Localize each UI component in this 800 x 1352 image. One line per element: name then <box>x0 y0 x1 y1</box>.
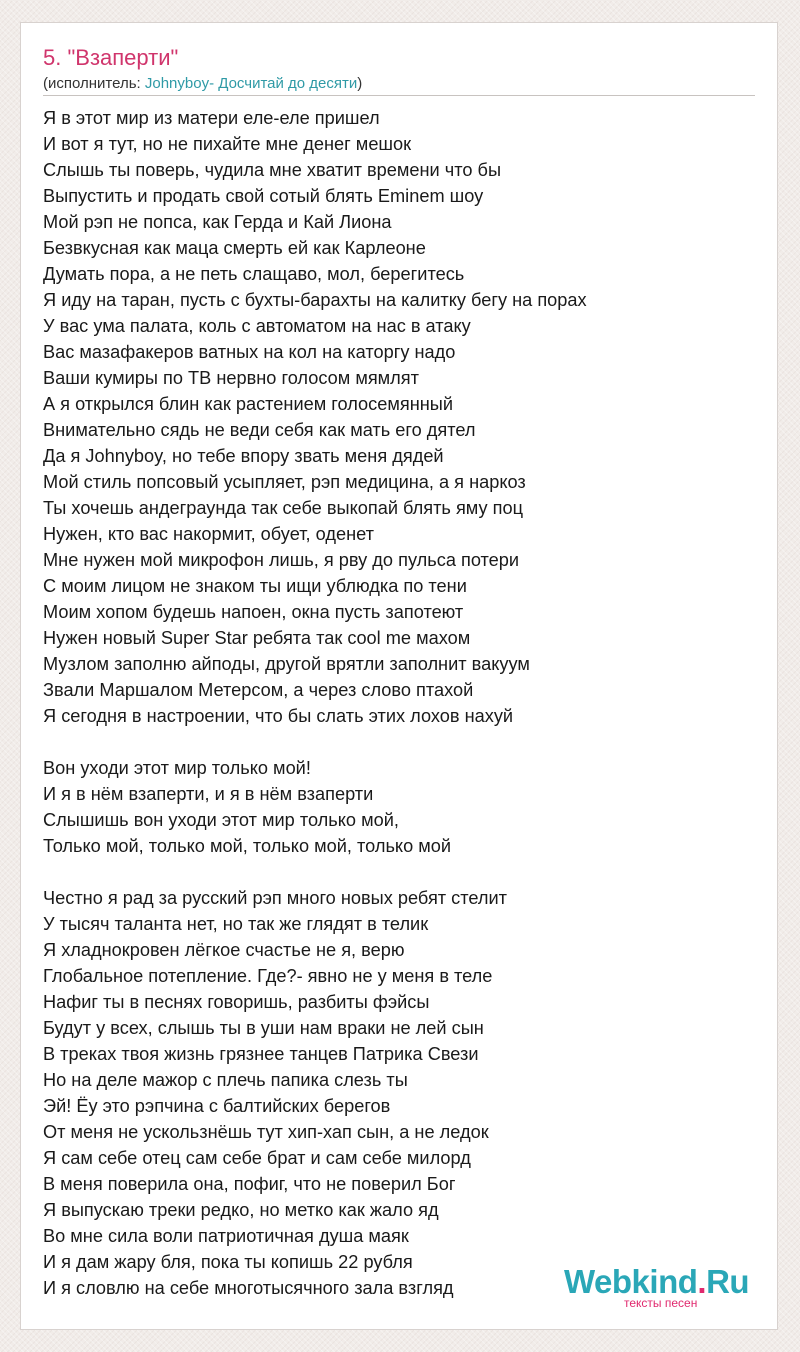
lyric-line: Ваши кумиры по ТВ нервно голосом мямлят <box>43 368 419 388</box>
lyric-line: Честно я рад за русский рэп много новых ребят стелит <box>43 888 508 908</box>
lyric-line: Да я Johnyboy, но тебе впору звать меня дядей <box>43 446 444 466</box>
lyric-line: Мне нужен мой микрофон лишь, я рву до пульса потери <box>43 550 520 570</box>
lyric-line: Эй! Ёу это рэпчина с балтийских берегов <box>43 1096 391 1116</box>
lyric-line: Вон уходи этот мир только мой! <box>43 758 311 778</box>
lyric-line: Я сегодня в настроении, что бы слать этих лохов нахуй <box>43 706 514 726</box>
lyric-line: И я дам жару бля, пока ты копишь 22 рубля <box>43 1252 413 1272</box>
artist-album-link[interactable]: Johnyboy- Досчитай до десяти <box>144 75 358 92</box>
lyric-line: Я хладнокровен лёгкое счастье не я, верю <box>43 940 405 960</box>
lyric-line: Звали Маршалом Метерсом, а через слово птахой <box>43 680 474 700</box>
lyric-line: Слышишь вон уходи этот мир только мой, <box>43 810 399 830</box>
lyric-line: Будут у всех, слышь ты в уши нам враки не лей сын <box>43 1018 484 1038</box>
lyrics-page <box>20 22 778 1330</box>
lyric-line: И я словлю на себе многотысячного зала взгляд <box>43 1278 454 1298</box>
meta-prefix: (исполнитель: <box>43 75 145 92</box>
lyric-line: Только мой, только мой, только мой, только мой <box>43 836 452 856</box>
logo-tagline: тексты песен <box>624 1296 698 1310</box>
lyric-line: Мой рэп не попса, как Герда и Кай Лиона <box>43 212 392 232</box>
meta-suffix: ) <box>357 75 363 92</box>
song-title: 5. "Взаперти" <box>43 45 179 70</box>
lyric-line: Нужен, кто вас накормит, обует, оденет <box>43 524 374 544</box>
lyric-line: В меня поверила она, пофиг, что не поверил Бог <box>43 1174 456 1194</box>
lyric-line: Ты хочешь андеграунда так себе выкопай блять яму поц <box>43 498 524 518</box>
lyric-line: Вас мазафакеров ватных на кол на каторгу надо <box>43 342 456 362</box>
song-meta <box>43 74 362 94</box>
lyric-line: С моим лицом не знаком ты ищи ублюдка по тени <box>43 576 467 596</box>
lyric-line: Я в этот мир из матери еле-еле пришел <box>43 108 380 128</box>
lyric-line: Во мне сила воли патриотичная душа маяк <box>43 1226 409 1246</box>
lyric-line: Мой стиль попсовый усыпляет, рэп медицина, а я наркоз <box>43 472 526 492</box>
lyric-line: И я в нём взаперти, и я в нём взаперти <box>43 784 374 804</box>
lyric-line: В треках твоя жизнь грязнее танцев Патрика Свези <box>43 1044 479 1064</box>
logo-brand: Webkind <box>564 1263 698 1300</box>
lyric-line: Безвкусная как маца смерть ей как Карлеоне <box>43 238 426 258</box>
lyric-line: У вас ума палата, коль с автоматом на нас в атаку <box>43 316 471 336</box>
lyric-line: Слышь ты поверь, чудила мне хватит времени что бы <box>43 160 502 180</box>
lyric-line: Внимательно сядь не веди себя как мать его дятел <box>43 420 476 440</box>
lyric-line: И вот я тут, но не пихайте мне денег мешок <box>43 134 412 154</box>
lyric-line: Глобальное потепление. Где?- явно не у меня в теле <box>43 966 493 986</box>
lyric-line: Выпустить и продать свой сотый блять Eminem шоу <box>43 186 484 206</box>
header-divider <box>43 95 755 96</box>
lyric-line: У тысяч таланта нет, но так же глядят в телик <box>43 914 429 934</box>
lyric-line: Моим хопом будешь напоен, окна пусть запотеют <box>43 602 464 622</box>
lyric-line: Нужен новый Super Star ребята так cool me махом <box>43 628 471 648</box>
lyric-line: Музлом заполню айподы, другой врятли заполнит вакуум <box>43 654 530 674</box>
lyric-line: Думать пора, а не петь слащаво, мол, берегитесь <box>43 264 465 284</box>
lyrics-text <box>43 105 763 1301</box>
webkind-logo <box>562 1262 762 1312</box>
lyrics-stanza <box>43 885 763 1301</box>
lyric-line: Я сам себе отец сам себе брат и сам себе милорд <box>43 1148 471 1168</box>
lyric-line: А я открылся блин как растением голосемянный <box>43 394 454 414</box>
lyric-line: Я выпускаю треки редко, но метко как жало яд <box>43 1200 439 1220</box>
lyric-line: Нафиг ты в песнях говоришь, разбиты фэйсы <box>43 992 430 1012</box>
logo-tld: Ru <box>706 1263 750 1300</box>
logo-dot: . <box>697 1263 707 1300</box>
lyric-line: Я иду на таран, пусть с бухты-барахты на калитку бегу на порах <box>43 290 587 310</box>
lyrics-stanza <box>43 105 763 729</box>
lyric-line: От меня не ускользнёшь тут хип-хап сын, а не ледок <box>43 1122 489 1142</box>
lyrics-stanza <box>43 755 763 859</box>
lyric-line: Но на деле мажор с плечь папика слезь ты <box>43 1070 408 1090</box>
